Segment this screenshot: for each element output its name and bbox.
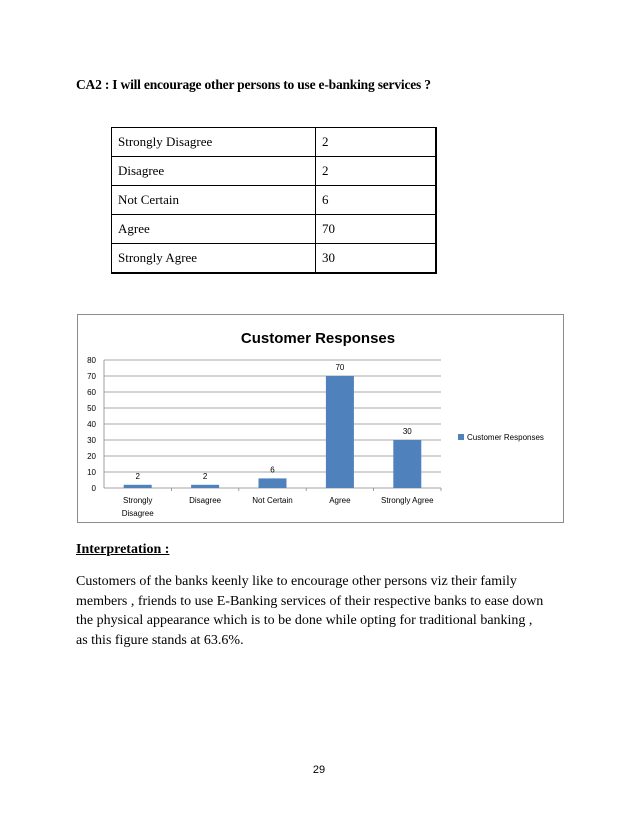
y-tick-label: 50 <box>87 404 96 413</box>
chart-title: Customer Responses <box>240 330 396 347</box>
data-label: 2 <box>135 471 140 481</box>
y-tick-label: 80 <box>87 356 96 365</box>
bar <box>393 440 421 488</box>
data-label: 2 <box>202 471 208 481</box>
x-tick-label: Strongly Agree <box>381 496 434 505</box>
y-tick-label: 20 <box>87 452 96 461</box>
y-tick-label: 0 <box>91 484 96 493</box>
x-tick-label: Disagree <box>189 496 222 505</box>
page-number: 29 <box>312 764 326 776</box>
table-cell-label: Disagree <box>112 157 316 186</box>
table-row <box>112 244 437 274</box>
interpretation-heading: Interpretation : <box>76 542 170 557</box>
legend-label: Customer Responses <box>467 433 544 442</box>
table-row <box>112 215 437 244</box>
table-cell-value: 2 <box>316 157 437 186</box>
table-row <box>112 128 437 157</box>
bar <box>191 485 219 488</box>
y-tick-label: 60 <box>87 388 96 397</box>
x-tick-label: Not Certain <box>252 496 293 505</box>
y-tick-label: 40 <box>87 420 96 429</box>
table-cell-label: Strongly Disagree <box>112 128 316 157</box>
interpretation-line: members , friends to use E-Banking services of their respective banks to ease down <box>76 593 544 609</box>
x-tick-label: Agree <box>329 496 351 505</box>
table-cell-value: 2 <box>316 128 437 157</box>
data-label: 6 <box>270 465 275 475</box>
y-tick-label: 30 <box>87 436 96 445</box>
y-tick-label: 10 <box>87 468 96 477</box>
bar <box>326 376 354 488</box>
bar <box>259 478 287 488</box>
data-label: 70 <box>335 363 345 372</box>
table-cell-label: Agree <box>112 215 316 244</box>
x-tick-label: Strongly Disagree <box>121 496 154 518</box>
table-cell-value: 70 <box>316 215 437 244</box>
interpretation-line: the physical appearance which is to be done while opting for traditional banking , <box>76 613 533 628</box>
table-row <box>112 186 437 215</box>
chart-canvas <box>78 315 563 522</box>
data-label: 30 <box>402 427 412 436</box>
y-tick-label: 70 <box>87 372 96 381</box>
table-row <box>112 157 437 186</box>
legend-swatch <box>458 434 464 440</box>
response-table <box>111 127 437 274</box>
table-cell-label: Strongly Agree <box>112 244 316 274</box>
interpretation-line: Customers of the banks keenly like to encourage other persons viz their family <box>76 574 517 589</box>
table-cell-label: Not Certain <box>112 186 316 215</box>
customer-responses-chart <box>77 314 564 523</box>
table-cell-value: 6 <box>316 186 437 215</box>
table-cell-value: 30 <box>316 244 437 274</box>
interpretation-text <box>76 572 566 650</box>
bar <box>124 485 152 488</box>
interpretation-line: as this figure stands at 63.6%. <box>76 632 244 648</box>
question-heading: CA2 : I will encourage other persons to use e-banking services ? <box>76 77 431 92</box>
